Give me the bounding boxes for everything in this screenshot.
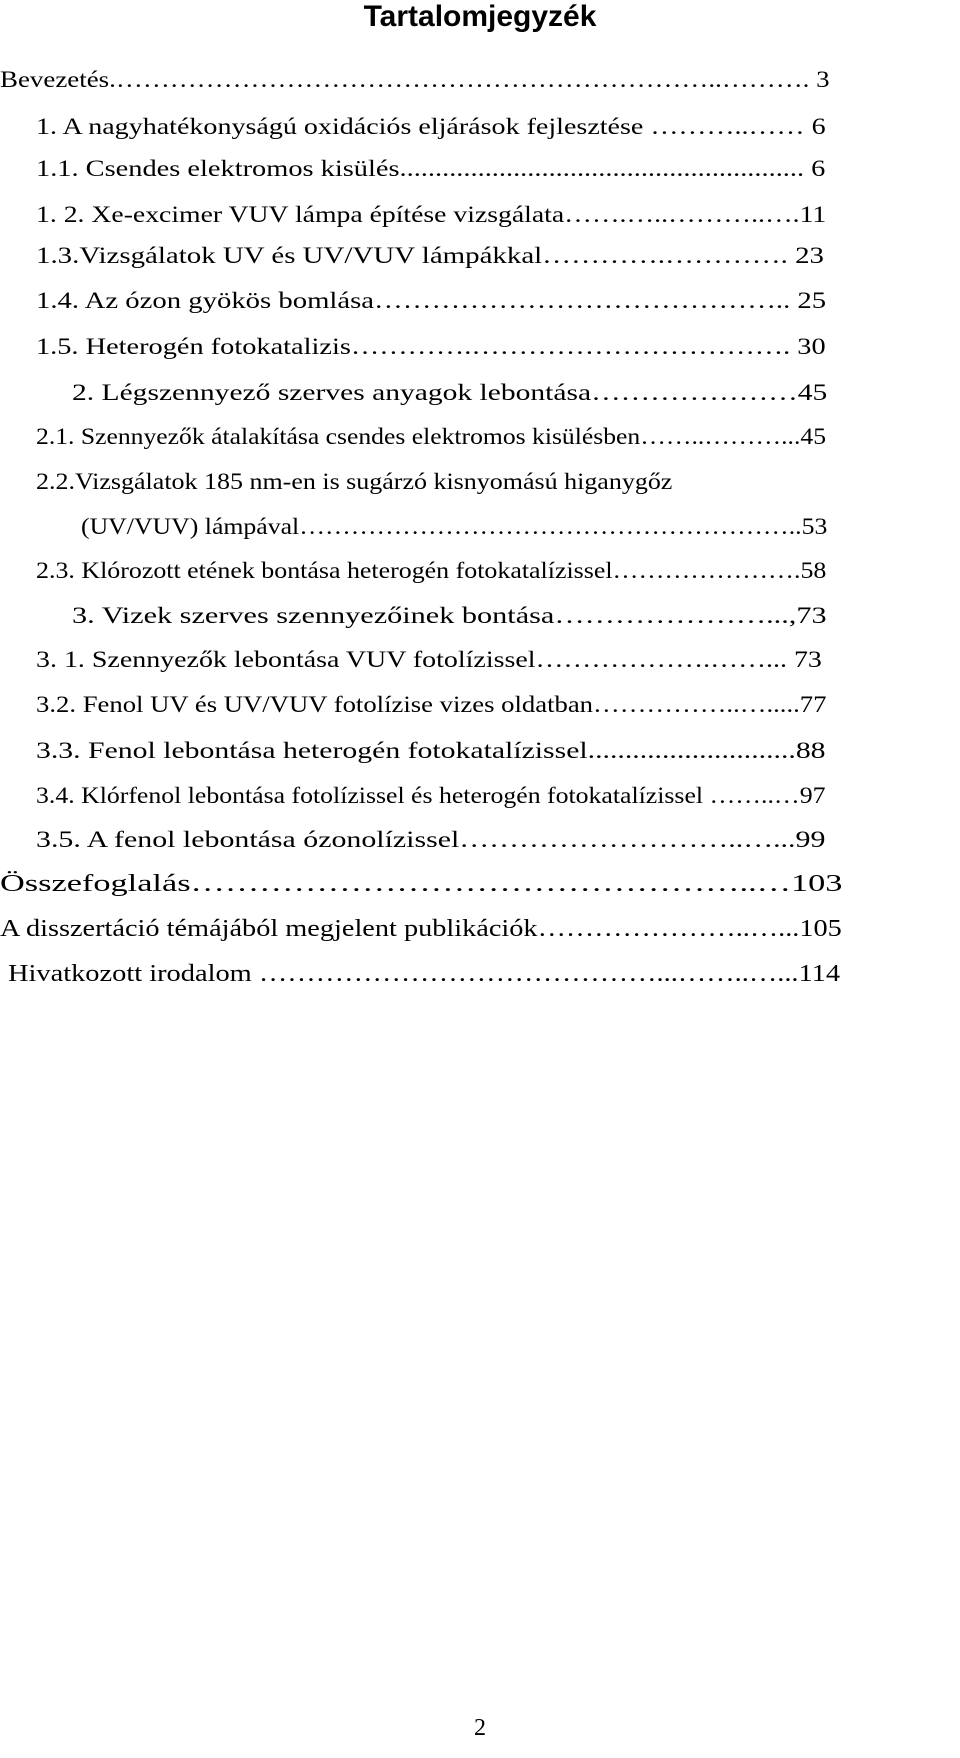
toc-entry-3-3: 3.3. Fenol lebontása heterogén fotokatalízissel............................88: [36, 738, 826, 763]
toc-entry-1-5: 1.5. Heterogén fotokatalizis………….……………………………. 30: [36, 334, 826, 359]
toc-entry-1-4: 1.4. Az ózon gyökös bomlása…………………………………….. 25: [36, 288, 827, 313]
toc-entry-3-1: 3. 1. Szennyezők lebontása VUV fotolízissel……………….……... 73: [36, 647, 822, 672]
toc-entry-1-2: 1. 2. Xe-excimer VUV lámpa építése vizsgálata…….…..………..….11: [36, 202, 827, 227]
toc-entry-2-3: 2.3. Klórozott etének bontása heterogén fotokatalízissel………………….58: [36, 558, 827, 583]
toc-entry-3: 3. Vizek szerves szennyezőinek bontása…………………...,73: [72, 603, 827, 628]
toc-entry-publikaciok: A disszertáció témájából megjelent publikációk…………………..…...105: [0, 916, 842, 942]
toc-entry-3-4: 3.4. Klórfenol lebontása fotolízissel és heterogén fotokatalízissel ……..…97: [36, 783, 826, 808]
toc-entry-bevezetes: Bevezetés.…………………………………………………………..………. 3: [0, 67, 830, 92]
toc-entry-1-1: 1.1. Csendes elektromos kisülés......................................................... 6: [36, 156, 826, 181]
page-title: Tartalomjegyzék: [363, 0, 597, 33]
toc-entry-3-2: 3.2. Fenol UV és UV/VUV fotolízise vizes oldatban……………..….....77: [36, 692, 827, 717]
toc-entry-2-1: 2.1. Szennyezők átalakítása csendes elektromos kisülésben……..………...45: [36, 424, 827, 449]
page-number: 2: [474, 1715, 486, 1741]
toc-entry-3-5: 3.5. A fenol lebontása ózonolízissel………………………..…...99: [36, 827, 826, 852]
toc-entry-hivatkozott-irodalom: Hivatkozott irodalom ……………………………………...……..…...114: [8, 961, 841, 987]
toc-entry-2: 2. Légszennyező szerves anyagok lebontása…………………45: [72, 380, 828, 405]
toc-entry-osszefoglalas: Összefoglalás…………………………………………..…103: [0, 871, 843, 897]
toc-entry-1-3: 1.3.Vizsgálatok UV és UV/VUV lámpákkal………….…………. 23: [36, 243, 825, 268]
toc-entry-2-2-continued: (UV/VUV) lámpával…………………………………………………..53: [81, 514, 828, 539]
toc-entry-2-2: 2.2.Vizsgálatok 185 nm-en is sugárzó kisnyomású higanygőz: [36, 469, 673, 494]
toc-entry-1: 1. A nagyhatékonyságú oxidációs eljárások fejlesztése ………..…… 6: [36, 114, 826, 139]
